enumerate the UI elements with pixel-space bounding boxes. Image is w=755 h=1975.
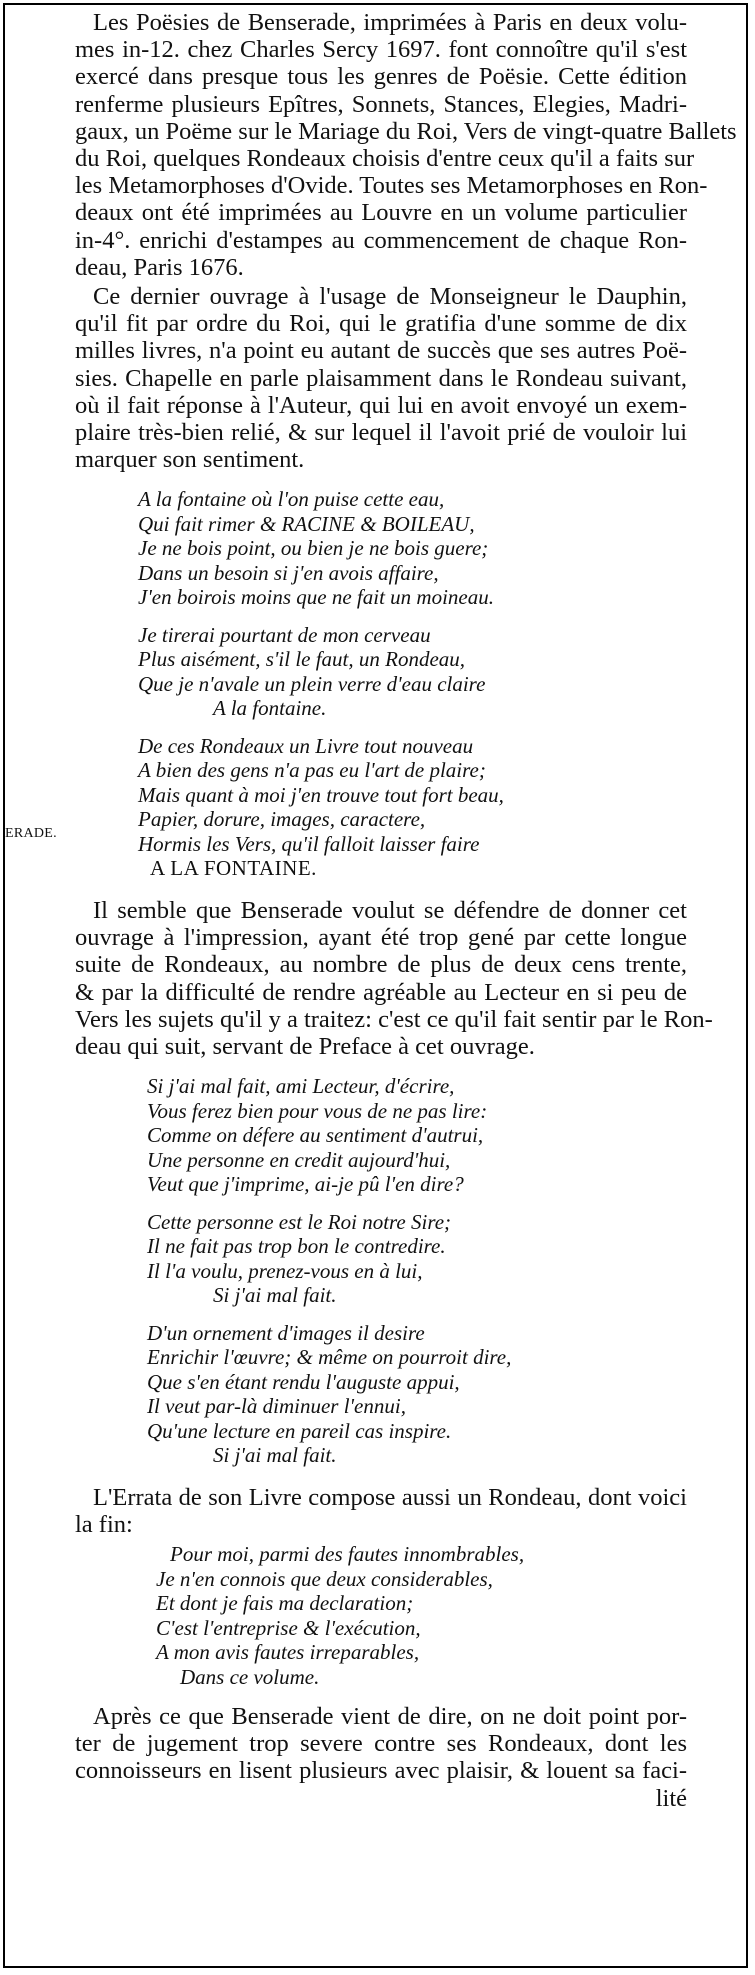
para3-line: Il semble que Benserade voulut se défendre de donner cet [93,896,687,924]
para2-line: milles livres, n'a point eu autant de succès que ses autres Poë- [75,337,687,365]
poem2-line: Que s'en étant rendu l'auguste appui, [147,1369,460,1394]
para5-line: Après ce que Benserade vient de dire, on ne doit point por- [93,1703,687,1731]
para1-line: renferme plusieurs Epîtres, Sonnets, Stances, Elegies, Madri- [75,90,687,118]
para2-line: qu'il fit par ordre du Roi, qui le gratifia d'une somme de dix [75,310,687,338]
poem3-line: Pour moi, parmi des fautes innombrables, [170,1542,525,1567]
poem3-line: Je n'en connois que deux considerables, [156,1566,493,1591]
poem3-line: Et dont je fais ma declaration; [156,1591,414,1616]
para1-line: du Roi, quelques Rondeaux choisis d'entre ceux qu'il a faits sur [75,145,695,173]
para1-line: mes in-12. chez Charles Sercy 1697. font connoître qu'il s'est [75,36,687,64]
para5-line: connoisseurs en lisent plusieurs avec plaisir, & louent sa faci- [75,1757,687,1785]
poem1-line: Hormis les Vers, qu'il falloit laisser faire [138,831,480,856]
para1-line: exercé dans presque tous les genres de Poësie. Cette édition [75,63,687,91]
paragraph-5 [75,1703,687,1812]
para2-line: marquer son sentiment. [75,446,305,474]
poem1-refrain: A la fontaine. [213,696,327,721]
poem1-line: De ces Rondeaux un Livre tout nouveau [138,733,474,758]
poem2-stanza-2 [147,1210,687,1308]
paragraph-3 [75,896,713,1060]
poem1-line: Mais quant à moi j'en trouve tout fort beau, [138,782,504,807]
para3-line: Vers les sujets qu'il y a traitez: c'est ce qu'il fait sentir par le Ron- [75,1005,713,1033]
poem1-line: A la fontaine où l'on puise cette eau, [138,487,445,512]
poem1-line: Que je n'avale un plein verre d'eau claire [138,671,486,696]
poem1-stanza-1 [138,487,687,610]
poem1-line: J'en boirois moins que ne fait un moineau. [138,585,495,610]
poem1-line: Je tirerai pourtant de mon cerveau [138,622,431,647]
para2-line: où il fait réponse à l'Auteur, qui lui en avoit envoyé un exem- [75,391,687,419]
para2-line: sies. Chapelle en parle plaisamment dans le Rondeau suivant, [75,364,687,392]
para2-line: Ce dernier ouvrage à l'usage de Monseigneur le Dauphin, [93,283,687,311]
para3-line: ouvrage à l'impression, ayant été trop gené par cette longue [75,924,687,952]
poem2-line: Il l'a voulu, prenez-vous en à lui, [147,1258,423,1283]
rondeau-preface [75,1074,687,1468]
poem1-stanza-3 [138,734,687,881]
para1-line: les Metamorphoses d'Ovide. Toutes ses Metamorphoses en Ron- [75,172,708,200]
poem2-line: Vous ferez bien pour vous de ne pas lire: [147,1098,488,1123]
poem2-line: Comme on défere au sentiment d'autrui, [147,1123,484,1148]
poem1-line: Plus aisément, s'il le faut, un Rondeau, [138,647,466,672]
para3-line: deau qui suit, servant de Preface à cet ouvrage. [75,1032,535,1060]
para1-line: Les Poësies de Benserade, imprimées à Paris en deux volu- [93,9,687,36]
poem2-line: Cette personne est le Roi notre Sire; [147,1209,452,1234]
poem3-line: C'est l'entreprise & l'exécution, [156,1615,421,1640]
poem2-refrain: Si j'ai mal fait. [213,1283,337,1308]
poem3-refrain: Dans ce volume. [180,1664,320,1689]
poem1-line: A bien des gens n'a pas eu l'art de plaire; [138,758,486,783]
poem1-line: Qui fait rimer & RACINE & BOILEAU, [138,511,475,536]
poem3-line: A mon avis fautes irreparables, [156,1640,420,1665]
poem2-line: Il veut par-là diminuer l'ennui, [147,1394,406,1419]
poem2-line: D'un ornement d'images il desire [147,1320,425,1345]
poem1-line: Dans un besoin si j'en avois affaire, [138,560,439,585]
poem2-line: Une personne en credit aujourd'hui, [147,1147,451,1172]
poem2-stanza-1 [147,1074,687,1197]
para4-line: la fin: [75,1510,133,1538]
paragraph-4 [75,1484,687,1538]
rondeau-errata [75,1542,687,1689]
poem2-line: Enrichir l'œuvre; & même on pourroit dire, [147,1345,512,1370]
para4-line: L'Errata de son Livre compose aussi un Rondeau, dont voici [93,1483,687,1511]
poem2-refrain: Si j'ai mal fait. [213,1443,337,1468]
para1-line: gaux, un Poëme sur le Mariage du Roi, Vers de vingt-quatre Ballets [75,117,737,145]
catchword: lité [655,1784,687,1812]
rondeau-chapelle [75,487,687,881]
poem1-line: Je ne bois point, ou bien je ne bois guere; [138,536,489,561]
poem2-line: Il ne fait pas trop bon le contredire. [147,1234,446,1259]
poem2-line: Si j'ai mal fait, ami Lecteur, d'écrire, [147,1074,455,1099]
para3-line: & par la difficulté de rendre agréable au Lecteur en si peu de [75,978,687,1006]
para1-line: deau, Paris 1676. [75,253,244,281]
poem2-line: Qu'une lecture en pareil cas inspire. [147,1418,452,1443]
page-frame [3,3,748,1968]
poem1-refrain: A LA FONTAINE. [150,856,317,881]
paragraph-2 [75,283,687,473]
poem1-stanza-2 [138,623,687,721]
margin-note: ERADE. [5,826,57,841]
para3-line: suite de Rondeaux, au nombre de plus de deux cens trente, [75,951,687,979]
poem2-stanza-3 [147,1321,687,1468]
poem1-line: Papier, dorure, images, caractere, [138,807,426,832]
para1-line: in-4°. enrichi d'estampes au commencement de chaque Ron- [75,226,687,254]
para2-line: plaire très-bien relié, & sur lequel il l'avoit prié de vouloir lui [75,419,687,447]
para1-line: deaux ont été imprimées au Louvre en un volume particulier [75,199,687,227]
para5-line: ter de jugement trop severe contre ses Rondeaux, dont les [75,1730,687,1758]
paragraph-1 [75,9,737,281]
poem2-line: Veut que j'imprime, ai-je pû l'en dire? [147,1172,464,1197]
text-column [75,9,737,1812]
